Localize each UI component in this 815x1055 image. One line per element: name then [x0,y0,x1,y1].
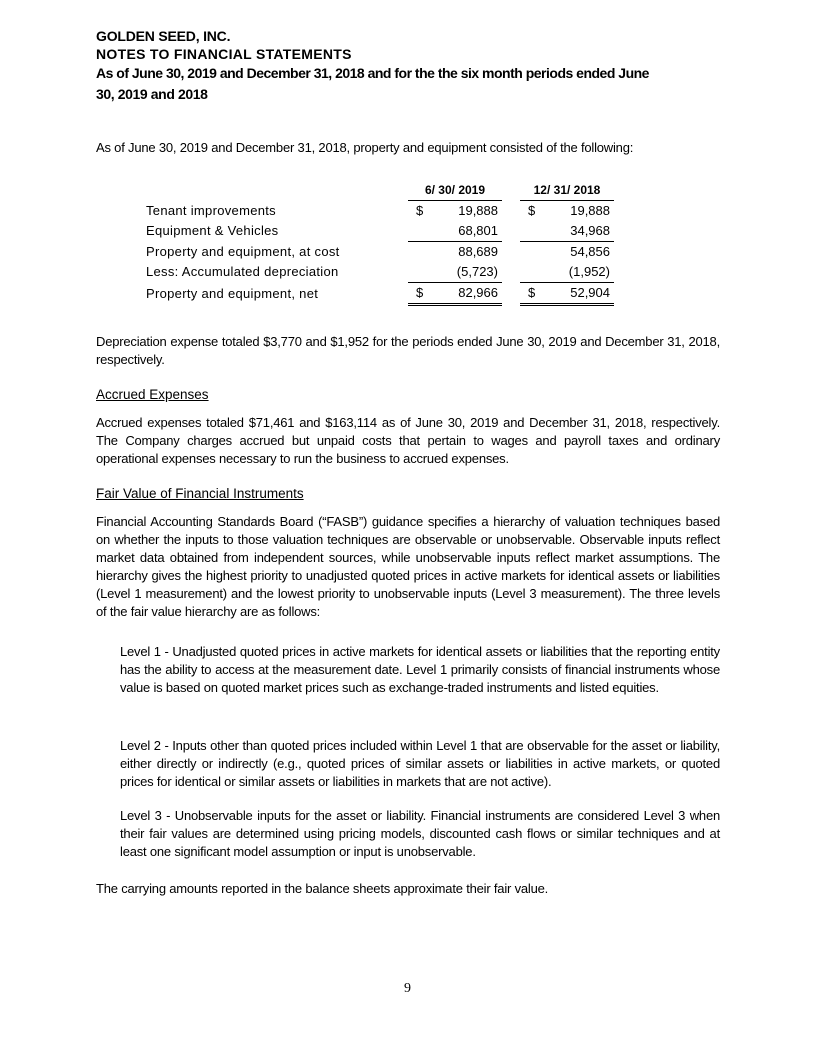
accrued-expenses-text: Accrued expenses totaled $71,461 and $163,114 as of June 30, 2019 and December 31, 2018, respectively. The Company charges accrued but unpaid costs that pertain to wages and payroll taxes and ordinary operational expenses necessary to run the business to accrued expenses. [96,415,720,466]
fair-value-heading: Fair Value of Financial Instruments [96,486,304,501]
row-label: Less: Accumulated depreciation [146,264,339,280]
dollar-sign: $ [520,283,548,305]
value-2019: 82,966 [436,283,502,305]
period-line-2: 30, 2019 and 2018 [96,86,208,102]
table-row [140,221,614,242]
dollar-sign [408,242,436,263]
value-2018: (1,952) [548,262,614,283]
value-2019: (5,723) [436,262,502,283]
value-2019: 68,801 [436,221,502,242]
page-number: 9 [404,981,411,996]
row-label: Property and equipment, at cost [146,243,340,259]
value-2019: 19,888 [458,203,498,218]
company-name: GOLDEN SEED, INC. [96,28,231,44]
table-row [140,262,614,283]
dollar-sign [520,262,548,283]
accrued-expenses-heading: Accrued Expenses [96,387,209,402]
depreciation-text: Depreciation expense totaled $3,770 and $1,952 for the periods ended June 30, 2019 and December 31, 2018, respectively. [96,334,720,367]
table-header-row [140,180,614,201]
level-1-text: Level 1 - Unadjusted quoted prices in active markets for identical assets or liabilities that the reporting entity has the ability to access at the measurement date. Level 1 primarily consists of financial instruments whose value is based on quoted market prices such as exchange-traded instruments and listed equities. [120,644,720,695]
dollar-sign [408,221,436,242]
dollar-sign [408,262,436,283]
property-equipment-table [140,180,614,306]
dollar-sign: $ [528,203,536,218]
level-2-text: Level 2 - Inputs other than quoted prices included within Level 1 that are observable for the asset or liability, either directly or indirectly (e.g., quoted prices of similar assets or liabilities in active markets, or quoted prices for identical or similar assets or liabilities in markets that are not active). [120,738,720,789]
table-row [140,242,614,263]
level-3-text: Level 3 - Unobservable inputs for the asset or liability. Financial instruments are considered Level 3 when their fair values are determined using pricing models, discounted cash flows or similar techniques and at least one significant model assumption or input is unobservable. [120,808,720,859]
fair-value-text: Financial Accounting Standards Board (“FASB”) guidance specifies a hierarchy of valuation techniques based on whether the inputs to those valuation techniques are observable or unobservable. Observable inputs reflect market data obtained from independent sources, while unobservable inputs reflect market assumptions. The hierarchy gives the highest priority to unadjusted quoted prices in active markets for identical assets or liabilities (Level 1 measurement) and the lowest priority to unobservable inputs (Level 3 measurement). The three levels of the fair value hierarchy are as follows: [96,514,720,619]
table-row [140,201,614,222]
value-2018: 52,904 [548,283,614,305]
closing-text: The carrying amounts reported in the balance sheets approximate their fair value. [96,881,549,896]
statement-title: NOTES TO FINANCIAL STATEMENTS [96,46,352,62]
row-label: Property and equipment, net [146,285,319,301]
value-2018: 54,856 [570,244,610,259]
value-2019: 88,689 [458,244,498,259]
dollar-sign: $ [416,203,424,218]
dollar-sign: $ [408,283,436,305]
column-header-2019: 6/ 30/ 2019 [408,180,502,201]
intro-text: As of June 30, 2019 and December 31, 2018, property and equipment consisted of the following: [96,140,634,155]
column-header-2018: 12/ 31/ 2018 [520,180,614,201]
row-label: Tenant improvements [146,202,276,218]
dollar-sign [520,242,548,263]
row-label: Equipment & Vehicles [146,223,279,239]
value-2018: 19,888 [570,203,610,218]
value-2018: 34,968 [548,221,614,242]
dollar-sign [520,221,548,242]
table-row-total [140,283,614,305]
period-line-1: As of June 30, 2019 and December 31, 2018 and for the the six month periods ended June [96,65,649,81]
